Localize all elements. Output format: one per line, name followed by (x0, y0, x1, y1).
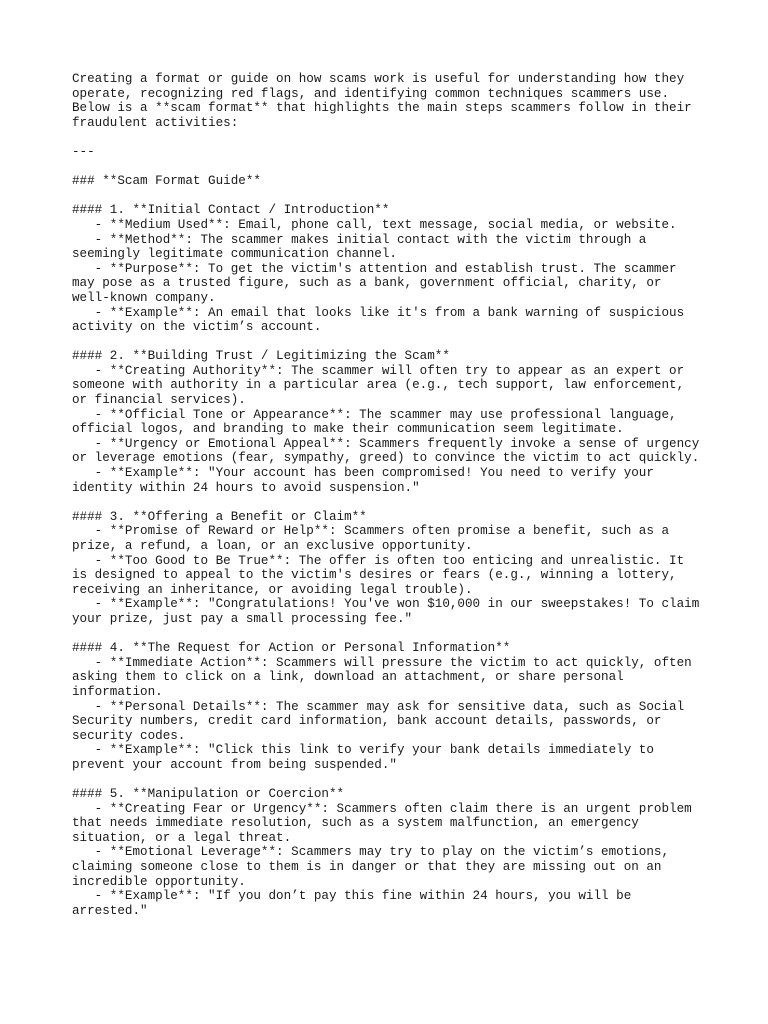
document-line: prize, a refund, a loan, or an exclusive opportunity. (72, 539, 473, 553)
document-line: situation, or a legal threat. (72, 830, 292, 845)
document-line: - **Example**: "If you don’t pay this fine within 24 hours, you will be (72, 889, 632, 904)
document-line: operate, recognizing red flags, and identifying common techniques scammers use. (72, 86, 670, 101)
document-line: receiving an inheritance, or avoiding legal trouble). (72, 582, 473, 597)
document-line: --- (72, 144, 95, 159)
document-line: well-known company. (72, 290, 216, 305)
document-line: #### 5. **Manipulation or Coercion** (72, 787, 345, 802)
blank-line (72, 335, 712, 350)
blank-line (72, 627, 712, 642)
document-line: may pose as a trusted figure, such as a bank, government official, charity, or (72, 276, 662, 291)
document-line: is designed to appeal to the victim's desires or fears (e.g., winning a lottery, (72, 568, 677, 583)
document-line: security codes. (72, 728, 186, 743)
document-line: identity within 24 hours to avoid suspension." (72, 480, 420, 495)
document-line: - **Example**: "Click this link to verify your bank details immediately to (72, 743, 654, 758)
document-line: seemingly legitimate communication channel. (72, 247, 397, 262)
blank-line (72, 160, 712, 175)
document-line: official logos, and branding to make their communication seem legitimate. (72, 422, 624, 437)
document-page (72, 72, 712, 918)
document-line: claiming someone close to them is in danger or that they are missing out on an (72, 860, 662, 875)
document-line: - **Creating Authority**: The scammer will often try to appear as an expert or (72, 363, 685, 378)
document-line: arrested." (72, 903, 148, 918)
document-line: that needs immediate resolution, such as a system malfunction, an emergency (72, 816, 639, 831)
document-line: fraudulent activities: (72, 115, 239, 130)
document-line: - **Creating Fear or Urgency**: Scammers often claim there is an urgent problem (72, 801, 692, 816)
document-line: #### 4. **The Request for Action or Personal Information** (72, 641, 511, 656)
document-line: asking them to click on a link, download an attachment, or share personal (72, 670, 624, 685)
document-line: - **Example**: An email that looks like it's from a bank warning of suspicious (72, 305, 685, 320)
document-line: prevent your account from being suspended." (72, 757, 397, 772)
document-line: incredible opportunity. (72, 874, 246, 889)
document-line: ### **Scam Format Guide** (72, 174, 261, 189)
document-line: - **Example**: "Congratulations! You've won $10,000 in our sweepstakes! To claim (72, 597, 700, 612)
document-line: - **Emotional Leverage**: Scammers may try to play on the victim’s emotions, (72, 845, 670, 860)
document-line: - **Immediate Action**: Scammers will pressure the victim to act quickly, often (72, 655, 692, 670)
blank-line (72, 130, 712, 145)
document-line: Creating a format or guide on how scams work is useful for understanding how they (72, 72, 685, 86)
document-line: - **Urgency or Emotional Appeal**: Scammers frequently invoke a sense of urgency (72, 436, 700, 451)
document-line: Security numbers, credit card information, bank account details, passwords, or (72, 714, 662, 729)
document-line: #### 1. **Initial Contact / Introduction** (72, 203, 390, 218)
document-line: your prize, just pay a small processing fee." (72, 611, 413, 626)
document-line: - **Too Good to Be True**: The offer is often too enticing and unrealistic. It (72, 553, 685, 568)
document-line: or financial services). (72, 393, 246, 408)
blank-line (72, 495, 712, 510)
document-line: information. (72, 684, 163, 699)
document-line: - **Medium Used**: Email, phone call, text message, social media, or website. (72, 217, 677, 232)
blank-line (72, 189, 712, 204)
document-line: - **Official Tone or Appearance**: The scammer may use professional language, (72, 407, 677, 422)
document-line: - **Personal Details**: The scammer may ask for sensitive data, such as Social (72, 699, 685, 714)
document-line: Below is a **scam format** that highlights the main steps scammers follow in their (72, 101, 692, 116)
document-line: #### 2. **Building Trust / Legitimizing the Scam** (72, 349, 450, 364)
document-line: activity on the victim’s account. (72, 320, 322, 335)
blank-line (72, 773, 712, 788)
document-line: #### 3. **Offering a Benefit or Claim** (72, 509, 367, 524)
document-line: or leverage emotions (fear, sympathy, greed) to convince the victim to act quickly. (72, 451, 700, 466)
document-line: - **Example**: "Your account has been compromised! You need to verify your (72, 466, 654, 481)
document-line: someone with authority in a particular area (e.g., tech support, law enforcement, (72, 378, 685, 393)
document-line: - **Purpose**: To get the victim's attention and establish trust. The scammer (72, 261, 677, 276)
document-line: - **Promise of Reward or Help**: Scammers often promise a benefit, such as a (72, 524, 670, 539)
document-line: - **Method**: The scammer makes initial contact with the victim through a (72, 232, 647, 247)
